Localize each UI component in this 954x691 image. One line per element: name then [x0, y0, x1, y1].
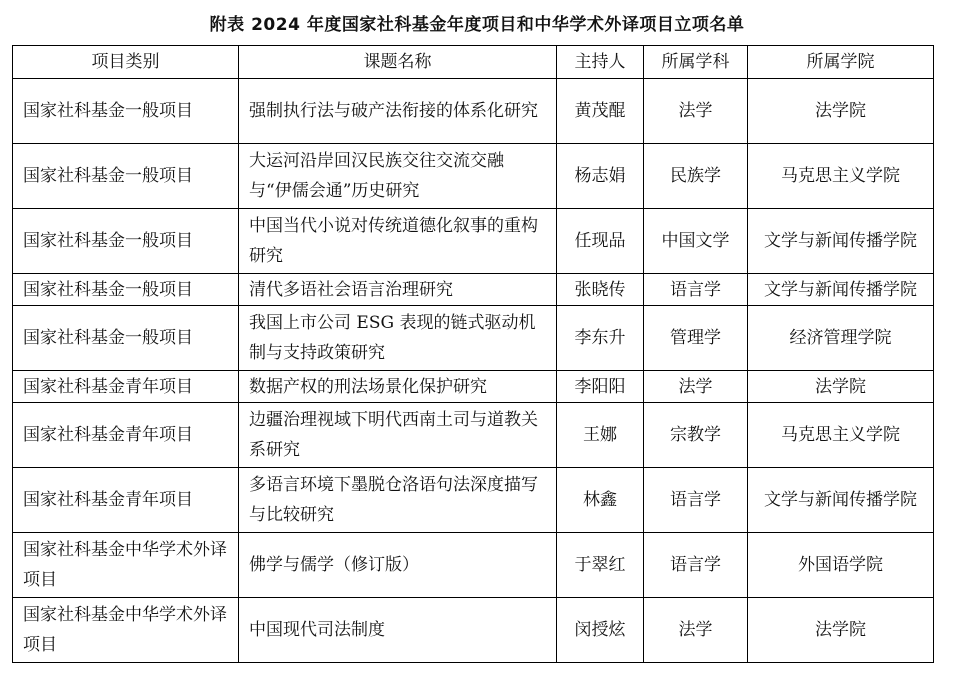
cell-host: 杨志娟 — [557, 144, 644, 209]
cell-college: 法学院 — [748, 79, 934, 144]
cell-category: 国家社科基金一般项目 — [13, 209, 239, 274]
page-title: 附表 2024 年度国家社科基金年度项目和中华学术外译项目立项名单 — [209, 15, 745, 35]
header-college: 所属学院 — [748, 46, 934, 79]
cell-category: 国家社科基金青年项目 — [13, 371, 239, 403]
cell-discipline: 管理学 — [644, 306, 748, 371]
table-row — [13, 468, 934, 533]
header-project-name: 课题名称 — [239, 46, 557, 79]
cell-college: 法学院 — [748, 371, 934, 403]
cell-host: 李东升 — [557, 306, 644, 371]
cell-host: 闵授炫 — [557, 598, 644, 663]
cell-category: 国家社科基金一般项目 — [13, 79, 239, 144]
table-row — [13, 371, 934, 403]
cell-host: 王娜 — [557, 403, 644, 468]
cell-discipline: 宗教学 — [644, 403, 748, 468]
cell-discipline: 语言学 — [644, 274, 748, 306]
cell-project-name: 中国当代小说对传统道德化叙事的重构研究 — [239, 209, 557, 274]
cell-college: 法学院 — [748, 598, 934, 663]
cell-category: 国家社科基金一般项目 — [13, 274, 239, 306]
table-row — [13, 79, 934, 144]
table-row — [13, 274, 934, 306]
cell-project-name: 强制执行法与破产法衔接的体系化研究 — [239, 79, 557, 144]
cell-category: 国家社科基金一般项目 — [13, 306, 239, 371]
cell-college: 经济管理学院 — [748, 306, 934, 371]
table-row — [13, 598, 934, 663]
table-row — [13, 403, 934, 468]
header-category: 项目类别 — [13, 46, 239, 79]
cell-college: 文学与新闻传播学院 — [748, 468, 934, 533]
table-header-row — [13, 46, 934, 79]
header-host: 主持人 — [557, 46, 644, 79]
table-row — [13, 144, 934, 209]
cell-discipline: 语言学 — [644, 468, 748, 533]
cell-host: 张晓传 — [557, 274, 644, 306]
cell-category: 国家社科基金中华学术外译项目 — [13, 598, 239, 663]
cell-host: 林鑫 — [557, 468, 644, 533]
cell-project-name: 多语言环境下墨脱仓洛语句法深度描写与比较研究 — [239, 468, 557, 533]
cell-category: 国家社科基金一般项目 — [13, 144, 239, 209]
cell-category: 国家社科基金青年项目 — [13, 468, 239, 533]
cell-discipline: 语言学 — [644, 533, 748, 598]
project-table — [12, 45, 934, 663]
cell-project-name: 中国现代司法制度 — [239, 598, 557, 663]
cell-category: 国家社科基金青年项目 — [13, 403, 239, 468]
cell-host: 黄茂醌 — [557, 79, 644, 144]
cell-project-name: 大运河沿岸回汉民族交往交流交融与“伊儒会通”历史研究 — [239, 144, 557, 209]
cell-discipline: 民族学 — [644, 144, 748, 209]
cell-host: 李阳阳 — [557, 371, 644, 403]
table-row — [13, 533, 934, 598]
cell-discipline: 法学 — [644, 371, 748, 403]
table-row — [13, 209, 934, 274]
cell-college: 马克思主义学院 — [748, 144, 934, 209]
cell-discipline: 法学 — [644, 598, 748, 663]
cell-project-name: 边疆治理视域下明代西南土司与道教关系研究 — [239, 403, 557, 468]
cell-discipline: 法学 — [644, 79, 748, 144]
cell-host: 于翠红 — [557, 533, 644, 598]
cell-project-name: 清代多语社会语言治理研究 — [239, 274, 557, 306]
cell-project-name: 数据产权的刑法场景化保护研究 — [239, 371, 557, 403]
cell-category: 国家社科基金中华学术外译项目 — [13, 533, 239, 598]
cell-college: 外国语学院 — [748, 533, 934, 598]
cell-project-name: 我国上市公司 ESG 表现的链式驱动机制与支持政策研究 — [239, 306, 557, 371]
cell-host: 任现品 — [557, 209, 644, 274]
cell-college: 文学与新闻传播学院 — [748, 209, 934, 274]
cell-project-name: 佛学与儒学（修订版） — [239, 533, 557, 598]
header-discipline: 所属学科 — [644, 46, 748, 79]
cell-discipline: 中国文学 — [644, 209, 748, 274]
cell-college: 马克思主义学院 — [748, 403, 934, 468]
cell-college: 文学与新闻传播学院 — [748, 274, 934, 306]
table-row — [13, 306, 934, 371]
